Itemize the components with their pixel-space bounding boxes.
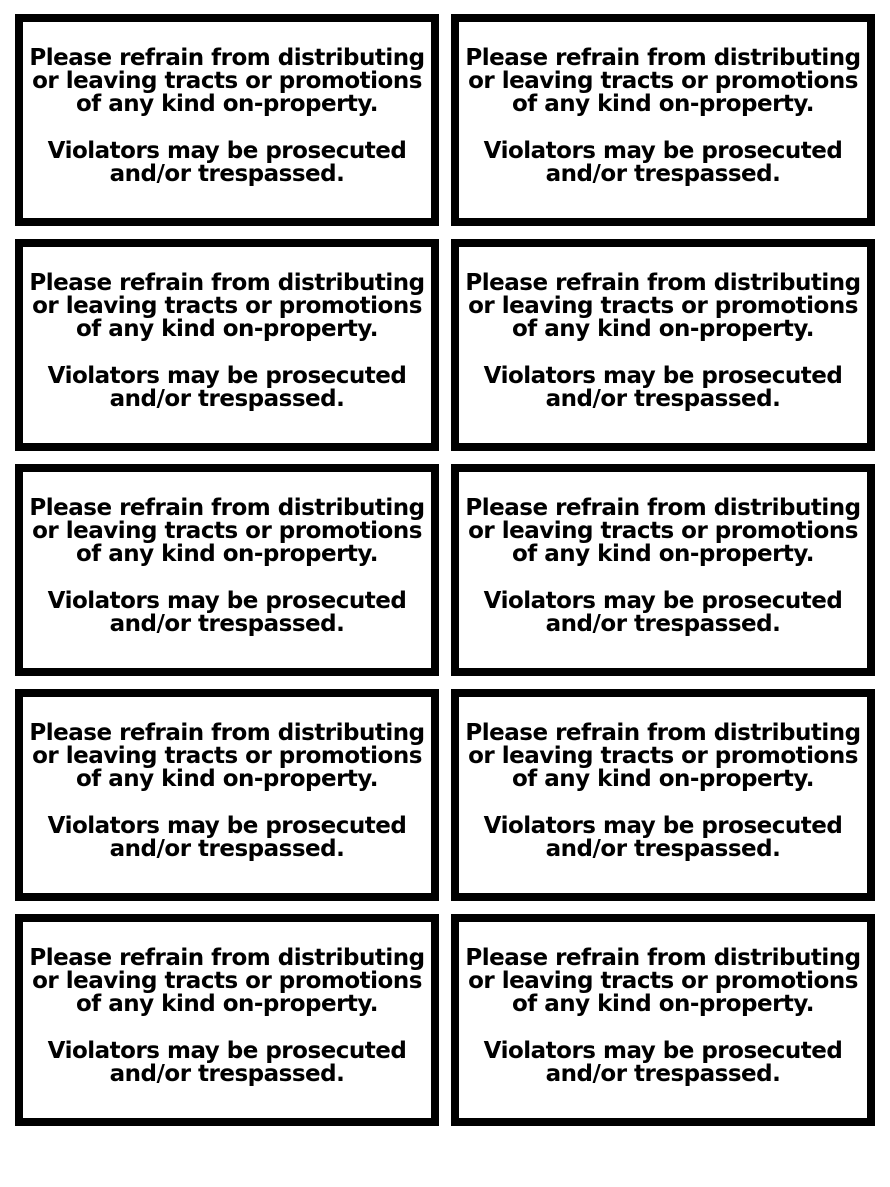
warning-line-2: and/or trespassed. (109, 385, 345, 412)
notice-card (15, 914, 439, 1126)
request-line-3: of any kind on-property. (75, 765, 379, 792)
request-line-1: Please refrain from distributing (465, 269, 861, 296)
warning-line-1: Violators may be prosecuted (483, 137, 843, 164)
notice-card (15, 239, 439, 451)
warning-line-2: and/or trespassed. (545, 610, 781, 637)
notice-card (451, 14, 875, 226)
warning-line-2: and/or trespassed. (109, 160, 345, 187)
request-line-1: Please refrain from distributing (465, 44, 861, 71)
request-line-2: or leaving tracts or promotions (468, 67, 858, 94)
request-line-3: of any kind on-property. (75, 315, 379, 342)
warning-line-1: Violators may be prosecuted (483, 587, 843, 614)
request-line-3: of any kind on-property. (75, 540, 379, 567)
request-line-2: or leaving tracts or promotions (468, 517, 858, 544)
notice-card (451, 464, 875, 676)
request-line-2: or leaving tracts or promotions (32, 967, 422, 994)
request-line-3: of any kind on-property. (75, 90, 379, 117)
request-line-1: Please refrain from distributing (29, 494, 425, 521)
notice-card (451, 239, 875, 451)
request-line-3: of any kind on-property. (75, 990, 379, 1017)
request-line-1: Please refrain from distributing (29, 44, 425, 71)
request-line-1: Please refrain from distributing (465, 494, 861, 521)
request-line-2: or leaving tracts or promotions (32, 67, 422, 94)
notice-card (451, 689, 875, 901)
notice-card (451, 914, 875, 1126)
warning-line-1: Violators may be prosecuted (483, 1037, 843, 1064)
warning-line-1: Violators may be prosecuted (47, 137, 407, 164)
warning-line-1: Violators may be prosecuted (47, 362, 407, 389)
request-line-1: Please refrain from distributing (29, 944, 425, 971)
warning-line-2: and/or trespassed. (109, 1060, 345, 1087)
request-line-2: or leaving tracts or promotions (32, 292, 422, 319)
request-line-3: of any kind on-property. (511, 990, 815, 1017)
request-line-1: Please refrain from distributing (465, 719, 861, 746)
notice-card (15, 689, 439, 901)
warning-line-2: and/or trespassed. (545, 160, 781, 187)
request-line-2: or leaving tracts or promotions (468, 292, 858, 319)
request-line-3: of any kind on-property. (511, 315, 815, 342)
warning-line-1: Violators may be prosecuted (47, 587, 407, 614)
warning-line-2: and/or trespassed. (109, 610, 345, 637)
request-line-1: Please refrain from distributing (465, 944, 861, 971)
warning-line-1: Violators may be prosecuted (483, 812, 843, 839)
notice-sheet (15, 14, 875, 1126)
warning-line-1: Violators may be prosecuted (47, 1037, 407, 1064)
warning-line-2: and/or trespassed. (109, 835, 345, 862)
request-line-1: Please refrain from distributing (29, 269, 425, 296)
request-line-3: of any kind on-property. (511, 540, 815, 567)
warning-line-2: and/or trespassed. (545, 835, 781, 862)
warning-line-2: and/or trespassed. (545, 1060, 781, 1087)
warning-line-1: Violators may be prosecuted (47, 812, 407, 839)
request-line-2: or leaving tracts or promotions (32, 517, 422, 544)
request-line-1: Please refrain from distributing (29, 719, 425, 746)
warning-line-2: and/or trespassed. (545, 385, 781, 412)
request-line-3: of any kind on-property. (511, 765, 815, 792)
request-line-2: or leaving tracts or promotions (32, 742, 422, 769)
request-line-3: of any kind on-property. (511, 90, 815, 117)
notice-card (15, 14, 439, 226)
warning-line-1: Violators may be prosecuted (483, 362, 843, 389)
request-line-2: or leaving tracts or promotions (468, 742, 858, 769)
request-line-2: or leaving tracts or promotions (468, 967, 858, 994)
notice-card (15, 464, 439, 676)
